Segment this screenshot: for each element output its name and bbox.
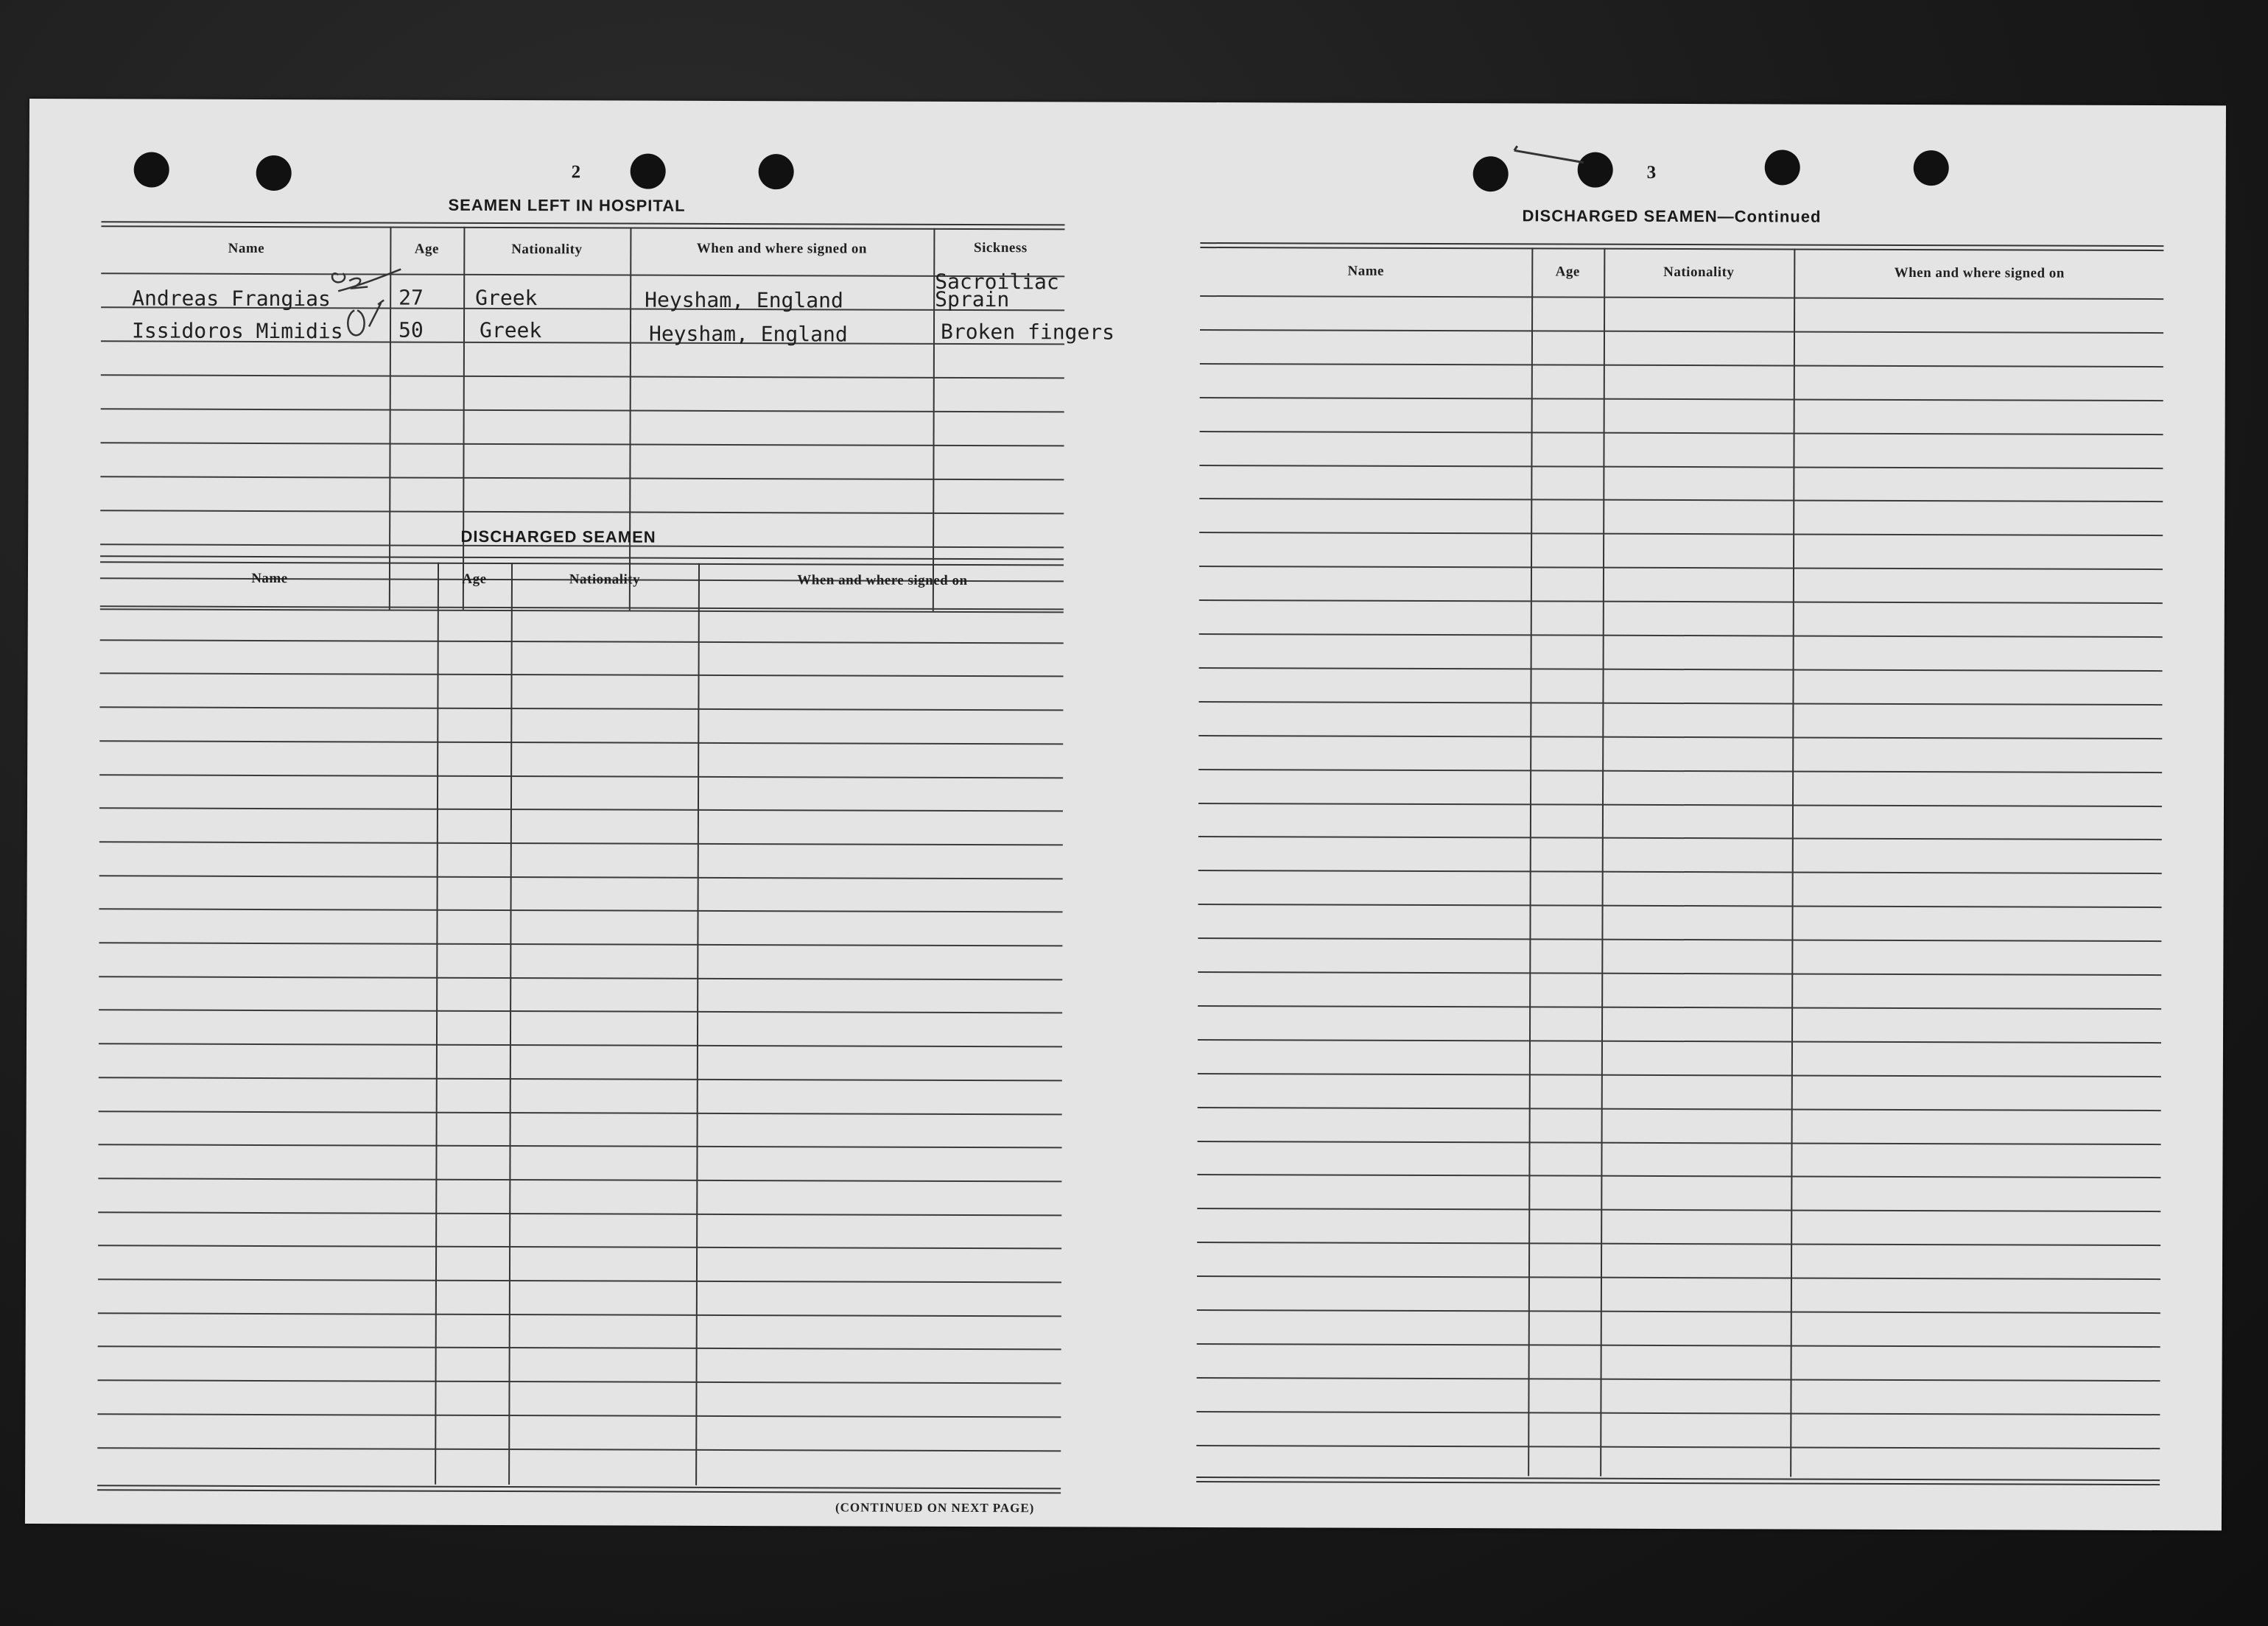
right-page [1123,102,2226,1531]
row-rule [1199,667,2163,672]
row-rule [1198,937,2161,942]
hospital-section-title: SEAMEN LEFT IN HOSPITAL [448,195,686,215]
row-rule [99,909,1063,913]
row-rule [1197,1377,2160,1382]
row-rule [99,740,1063,745]
row-rule [1197,1275,2160,1280]
row-rule [1198,1005,2161,1010]
seaman-sickness: Sacroiliac [935,269,1059,295]
column-divider [463,227,466,610]
seaman-name: Andreas Frangias [132,286,331,312]
punch-hole [631,154,666,189]
row-rule [1198,836,2162,840]
column-divider [508,563,513,1485]
row-rule [98,1312,1061,1317]
column-header-nationality: Nationality [1663,264,1735,281]
seaman-age: 50 [398,317,424,342]
column-header-age: Age [414,241,439,257]
table-bottom-rule [97,1485,1061,1489]
row-rule [100,639,1064,644]
seaman-name: Issidoros Mimidis [131,318,343,344]
discharged-section-title: DISCHARGED SEAMEN [460,527,656,546]
row-rule [97,1447,1061,1451]
row-rule [99,1111,1062,1115]
row-rule [1198,1140,2161,1144]
punch-hole [1765,149,1800,185]
punch-hole [134,152,169,187]
table-top-rule [101,225,1064,230]
column-header-nationality: Nationality [511,242,583,258]
punch-hole [759,154,794,189]
table-bottom-rule [1196,1481,2160,1485]
row-rule [1199,633,2163,638]
row-rule [1198,870,2162,874]
row-rule [1197,1208,2160,1212]
staple-icon [1510,140,1591,169]
table-top-rule [100,561,1064,566]
discharged-continued-title: DISCHARGED SEAMEN—Continued [1522,206,1822,226]
table-top-rule [1200,242,2163,247]
row-rule [1197,1309,2160,1314]
handwritten-mark [332,297,406,348]
column-divider [435,563,439,1485]
row-rule [1198,1039,2161,1043]
column-header-age: Age [462,571,487,587]
table-header-rule [101,272,1064,277]
row-rule [101,408,1064,412]
row-rule [98,1346,1061,1351]
seaman-nationality: Greek [475,285,538,311]
seaman-nationality: Greek [479,317,542,343]
table-top-rule [101,221,1064,225]
column-header-name: Name [1347,263,1385,279]
column-header-sickness: Sickness [974,240,1028,256]
row-rule [1198,1073,2161,1077]
row-rule [1197,1242,2160,1246]
row-rule [1196,1411,2160,1415]
column-header-signed-on: When and where signed on [696,240,868,257]
row-rule [1199,498,2163,502]
row-rule [1198,1107,2161,1111]
row-rule [1199,532,2163,536]
row-rule [98,1379,1061,1384]
seaman-signed-on: Heysham, England [648,321,848,347]
row-rule [1200,397,2163,401]
row-rule [1198,802,2162,806]
row-rule [1196,1445,2160,1449]
punch-hole [256,155,292,191]
row-rule [99,774,1063,778]
row-rule [1197,1343,2160,1348]
row-rule [1198,904,2162,908]
row-rule [100,673,1064,678]
row-rule [99,706,1063,711]
column-header-signed-on: When and where signed on [1894,264,2065,281]
row-rule [98,1211,1061,1216]
row-rule [101,442,1064,446]
row-rule [99,1010,1062,1014]
row-rule [1198,769,2162,773]
row-rule [98,1245,1061,1250]
row-rule [1200,363,2163,367]
row-rule [99,875,1063,879]
table-bottom-rule [1196,1477,2160,1481]
row-rule [99,1043,1062,1047]
row-rule [99,1144,1062,1148]
row-rule [100,510,1064,514]
row-rule [1199,566,2163,570]
row-rule [1199,599,2163,604]
table-top-rule [100,555,1064,560]
row-rule [99,807,1063,812]
left-page [25,99,1127,1527]
document-spread [25,99,2226,1530]
page-number: 3 [1646,162,1657,183]
column-divider [629,228,632,610]
row-rule [1200,329,2163,334]
row-rule [99,942,1062,946]
row-rule [1200,431,2163,435]
column-header-nationality: Nationality [569,571,641,588]
row-rule [99,976,1062,980]
table-bottom-rule [97,1489,1061,1493]
row-rule [99,841,1063,845]
seaman-signed-on: Heysham, England [645,287,843,313]
column-header-signed-on: When and where signed on [797,572,968,589]
row-rule [1198,971,2161,976]
row-rule [1197,1174,2160,1178]
row-rule [98,1278,1061,1283]
row-rule [1198,735,2162,739]
row-rule [1199,464,2163,468]
row-rule [101,374,1064,379]
continued-note: (CONTINUED ON NEXT PAGE) [835,1500,1035,1516]
column-header-name: Name [228,240,265,257]
column-divider [695,563,700,1485]
row-rule [1200,295,2163,300]
page-number: 2 [571,162,581,183]
seaman-sickness: Broken fingers [940,319,1115,345]
table-top-rule [1200,247,2163,251]
row-rule [98,1178,1061,1182]
row-rule [100,476,1064,480]
row-rule [1198,701,2162,705]
row-rule [97,1413,1061,1418]
column-header-name: Name [251,570,288,587]
punch-hole [1914,150,1949,186]
punch-hole [1473,156,1509,191]
column-header-age: Age [1555,264,1580,280]
row-rule [99,1077,1062,1081]
seaman-age: 27 [399,285,424,310]
seaman-sickness: Sprain [935,286,1010,312]
